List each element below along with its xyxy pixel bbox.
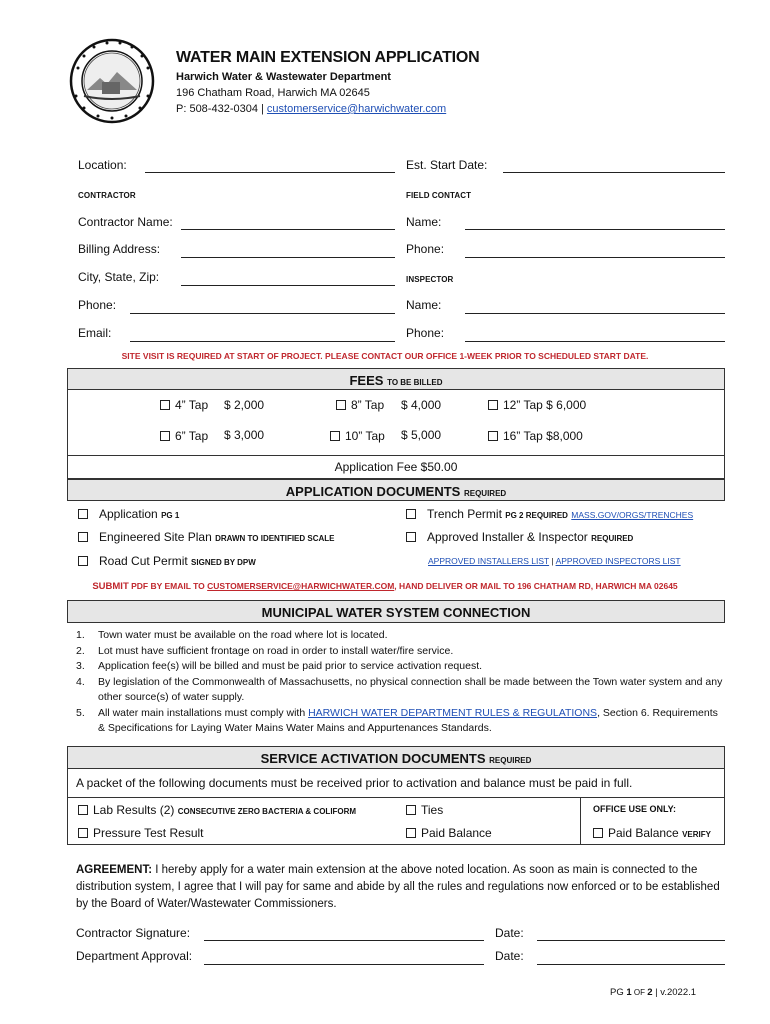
tap-4-price: $ 2,000 <box>224 398 265 412</box>
location-label: Location: <box>78 158 127 172</box>
paid-balance-verify-option[interactable]: Paid Balance VERIFY <box>593 826 711 840</box>
page-footer: PG 1 OF 2 | v.2022.1 <box>610 987 697 998</box>
fc-name-label: Name: <box>406 215 442 229</box>
page-title: WATER MAIN EXTENSION APPLICATION <box>176 49 480 66</box>
date2-label: Date: <box>495 949 524 963</box>
phone-text: P: 508-432-0304 | <box>176 103 267 115</box>
department-name: Harwich Water & Wastewater Department <box>176 71 391 83</box>
tap-10-option[interactable]: 10” Tap <box>330 429 385 443</box>
list-item: 1. Town water must be available on the road where lot is located. <box>76 629 388 641</box>
date1-input[interactable] <box>537 940 725 941</box>
contractor-signature-label: Contractor Signature: <box>76 926 191 940</box>
application-option[interactable]: Application PG 1 <box>78 507 179 521</box>
tap-6-price: $ 3,000 <box>224 428 265 442</box>
submit-notice: SUBMIT PDF BY EMAIL TO CUSTOMERSERVICE@HARWICHWATER.COM, HAND DELIVER OR MAIL TO 196 CHATHAM RD, HARWICH MA 02645 <box>92 581 678 592</box>
fc-phone-label: Phone: <box>406 242 445 256</box>
email-input[interactable] <box>130 341 395 342</box>
tap-8-price: $ 4,000 <box>401 398 442 412</box>
checkbox-icon[interactable] <box>330 431 340 441</box>
insp-name-label: Name: <box>406 298 442 312</box>
application-fee: Application Fee $50.00 <box>334 460 458 474</box>
fc-name-input[interactable] <box>465 229 725 230</box>
fc-phone-input[interactable] <box>465 257 725 258</box>
list-item: 3. Application fee(s) will be billed and must be paid prior to service activation request. <box>76 660 483 672</box>
checkbox-icon[interactable] <box>336 400 346 410</box>
fees-to-be-billed: TO BE BILLED <box>387 378 443 387</box>
contractor-heading: CONTRACTOR <box>78 191 136 200</box>
ties-option[interactable]: Ties <box>406 803 443 817</box>
phone-input[interactable] <box>130 313 395 314</box>
checkbox-icon[interactable] <box>160 431 170 441</box>
list-item: 2. Lot must have sufficient frontage on road in order to install water/fire service. <box>76 644 454 657</box>
tap-6-option[interactable]: 6” Tap <box>160 429 208 443</box>
submit-email-link[interactable]: CUSTOMERSERVICE@HARWICHWATER.COM <box>207 581 395 591</box>
email-link[interactable]: customerservice@harwichwater.com <box>266 103 447 115</box>
installer-option[interactable]: Approved Installer & Inspector REQUIRED <box>406 530 633 544</box>
agreement-label: AGREEMENT: <box>76 864 153 876</box>
inspectors-list-link[interactable]: APPROVED INSPECTORS LIST <box>555 556 681 566</box>
city-state-zip-input[interactable] <box>181 285 395 286</box>
fees-title-text: FEES <box>349 373 384 388</box>
city-state-zip-label: City, State, Zip: <box>78 270 160 284</box>
municipal-title: MUNICIPAL WATER SYSTEM CONNECTION <box>261 605 531 620</box>
checkbox-icon[interactable] <box>78 532 88 542</box>
installers-list-link[interactable]: APPROVED INSTALLERS LIST <box>428 556 550 566</box>
checkbox-icon[interactable] <box>406 805 416 815</box>
paid-balance-option[interactable]: Paid Balance <box>406 826 492 840</box>
list-item: 4. By legislation of the Commonwealth of Massachusetts, no physical connection shall be made between the Town water system and any other source(s) of water supply. <box>76 675 723 703</box>
approved-lists: APPROVED INSTALLERS LIST | APPROVED INSPECTORS LIST <box>428 556 681 566</box>
checkbox-icon[interactable] <box>78 509 88 519</box>
billing-address-input[interactable] <box>181 257 395 258</box>
checkbox-icon[interactable] <box>160 400 170 410</box>
tap-12-option[interactable]: 12” Tap $ 6,000 <box>488 398 586 412</box>
department-approval-input[interactable] <box>204 964 484 965</box>
checkbox-icon[interactable] <box>593 828 603 838</box>
trench-option[interactable]: Trench Permit PG 2 REQUIRED MASS.GOV/ORGS/TRENCHES <box>406 507 693 521</box>
checkbox-icon[interactable] <box>78 828 88 838</box>
lab-results-option[interactable]: Lab Results (2) CONSECUTIVE ZERO BACTERIA & COLIFORM <box>78 803 356 817</box>
department-approval-label: Department Approval: <box>76 949 193 963</box>
agreement-text: I hereby apply for a water main extension at the above noted location. As soon as main is connected to the distribution system, I agree that I will pay for same and abide by all the rules and regulations now enforced or to be established by the Board of Water/Wastewater Commissioners. <box>76 864 720 910</box>
fees-title <box>68 373 724 388</box>
phone-label: Phone: <box>78 298 117 312</box>
date2-input[interactable] <box>537 964 725 965</box>
tap-8-option[interactable]: 8” Tap <box>336 398 384 412</box>
department-contact <box>176 103 446 115</box>
tap-16-option[interactable]: 16” Tap $8,000 <box>488 429 583 443</box>
tap-10-price: $ 5,000 <box>401 428 442 442</box>
contractor-name-label: Contractor Name: <box>78 215 173 229</box>
checkbox-icon[interactable] <box>78 805 88 815</box>
site-plan-option[interactable]: Engineered Site Plan DRAWN TO IDENTIFIED SCALE <box>78 530 335 544</box>
service-required: REQUIRED <box>489 756 532 765</box>
fees-divider <box>68 455 724 456</box>
tap-4-option[interactable]: 4” Tap <box>160 398 208 412</box>
checkbox-icon[interactable] <box>406 509 416 519</box>
pressure-test-option[interactable]: Pressure Test Result <box>78 826 204 840</box>
insp-phone-label: Phone: <box>406 326 445 340</box>
contractor-name-input[interactable] <box>181 229 395 230</box>
checkbox-icon[interactable] <box>406 828 416 838</box>
checkbox-icon[interactable] <box>488 400 498 410</box>
field-contact-heading: FIELD CONTACT <box>406 191 472 200</box>
inspector-heading: INSPECTOR <box>406 275 454 284</box>
insp-name-input[interactable] <box>465 313 725 314</box>
app-docs-title-text: APPLICATION DOCUMENTS <box>285 484 461 499</box>
app-docs-title <box>67 484 725 499</box>
checkbox-icon[interactable] <box>406 532 416 542</box>
contractor-signature-input[interactable] <box>204 940 484 941</box>
rules-link[interactable]: HARWICH WATER DEPARTMENT RULES & REGULATIONS <box>308 706 598 719</box>
trench-link[interactable]: MASS.GOV/ORGS/TRENCHES <box>571 510 694 520</box>
road-cut-option[interactable]: Road Cut Permit SIGNED BY DPW <box>78 554 256 568</box>
checkbox-icon[interactable] <box>488 431 498 441</box>
department-address: 196 Chatham Road, Harwich MA 02645 <box>176 87 370 99</box>
insp-phone-input[interactable] <box>465 341 725 342</box>
billing-address-label: Billing Address: <box>78 242 161 256</box>
agreement <box>76 862 726 913</box>
checkbox-icon[interactable] <box>78 556 88 566</box>
office-divider <box>580 797 581 844</box>
location-input[interactable] <box>145 172 395 173</box>
list-item: 5. All water main installations must comply with HARWICH WATER DEPARTMENT RULES & REGULATIONS, Section 6. Requirements & Specifications for Laying Water Mains Water Mains and Appurtenances Standards. <box>76 706 718 734</box>
municipal-list <box>76 628 726 737</box>
office-use-only: OFFICE USE ONLY: <box>593 804 677 814</box>
email-label: Email: <box>78 326 112 340</box>
site-visit-notice: SITE VISIT IS REQUIRED AT START OF PROJECT. PLEASE CONTACT OUR OFFICE 1-WEEK PRIOR TO SCHEDULED START DATE. <box>121 351 649 361</box>
est-start-input[interactable] <box>503 172 725 173</box>
service-title-text: SERVICE ACTIVATION DOCUMENTS <box>260 751 486 766</box>
town-seal-icon <box>62 38 162 124</box>
est-start-label: Est. Start Date: <box>406 158 488 172</box>
service-intro: A packet of the following documents must be received prior to activation and balance must be paid in full. <box>76 776 633 790</box>
service-title <box>68 751 724 766</box>
app-docs-required: REQUIRED <box>463 489 507 498</box>
date1-label: Date: <box>495 926 524 940</box>
service-divider <box>68 797 724 798</box>
